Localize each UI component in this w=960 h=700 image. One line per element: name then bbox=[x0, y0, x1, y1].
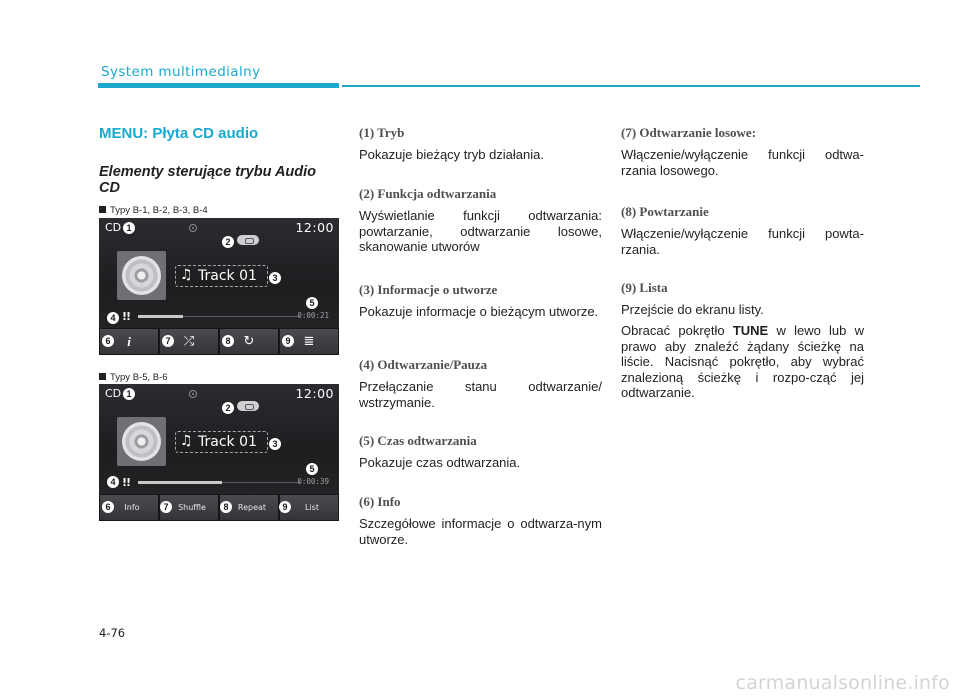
track-info bbox=[175, 265, 268, 287]
callout-7: 7 bbox=[162, 335, 174, 347]
section-heading-7: (7) Odtwarzanie losowe: bbox=[621, 125, 757, 140]
elapsed-time: 0:00:21 bbox=[297, 311, 329, 320]
cd-screen-2 bbox=[99, 384, 339, 521]
callout-1: 1 bbox=[123, 388, 135, 400]
section-heading-2: (2) Funkcja odtwarzania bbox=[359, 186, 497, 201]
album-art bbox=[117, 417, 166, 466]
callout-3: 3 bbox=[269, 438, 281, 450]
music-note-icon: ♫ bbox=[180, 267, 193, 283]
tune-text-post: w lewo lub w prawo aby znaleźć żądany ścieżkę na liście. Nacisnąć pokrętło, aby wybrać znalezioną ścieżkę i rozpo-cząć jej odtwarzanie. bbox=[621, 323, 865, 400]
section-body-9: Przejście do ekranu listy. bbox=[621, 302, 764, 317]
header-rule-thick bbox=[98, 83, 339, 88]
track-title: Track 01 bbox=[198, 268, 257, 284]
controls-subtitle: Elementy sterujące trybu Audio CD bbox=[99, 164, 317, 196]
callout-5: 5 bbox=[306, 463, 318, 475]
section-body-4: Przełączanie stanu odtwarzanie/ wstrzymanie. bbox=[359, 379, 602, 410]
section-body-6: Szczegółowe informacje o odtwarza-nym utworze. bbox=[359, 516, 602, 547]
section-body-7: Włączenie/wyłączenie funkcji odtwa-rzania losowego. bbox=[621, 147, 864, 178]
type-label-text: Typy B-1, B-2, B-3, B-4 bbox=[110, 205, 208, 216]
square-bullet-icon bbox=[99, 206, 106, 213]
disc-icon bbox=[122, 422, 161, 461]
progress-bar[interactable] bbox=[138, 482, 300, 483]
album-art bbox=[117, 251, 166, 300]
callout-8: 8 bbox=[220, 501, 232, 513]
mode-label: CD bbox=[105, 387, 122, 400]
callout-8: 8 bbox=[222, 335, 234, 347]
track-title: Track 01 bbox=[198, 434, 257, 450]
repeat-icon: ↻ bbox=[243, 334, 255, 349]
progress-fill bbox=[138, 315, 183, 318]
section-title: System multimedialny bbox=[101, 64, 261, 80]
mode-label: CD bbox=[105, 221, 122, 234]
shuffle-label: Shuffle bbox=[178, 503, 206, 512]
section-heading-1: (1) Tryb bbox=[359, 125, 405, 140]
callout-6: 6 bbox=[102, 501, 114, 513]
button-row bbox=[99, 494, 339, 521]
section-body-5: Pokazuje czas odtwarzania. bbox=[359, 455, 521, 470]
square-bullet-icon bbox=[99, 373, 106, 380]
section-body-9-tune bbox=[621, 323, 864, 401]
tune-knob-label: TUNE bbox=[732, 323, 769, 338]
callout-7: 7 bbox=[160, 501, 172, 513]
callout-3: 3 bbox=[269, 272, 281, 284]
callout-4: 4 bbox=[107, 312, 119, 324]
page-number: 4-76 bbox=[99, 626, 126, 640]
repeat-status-icon bbox=[237, 401, 259, 411]
list-label: List bbox=[305, 503, 319, 512]
shuffle-icon: ⤮ bbox=[183, 334, 195, 349]
section-heading-3: (3) Informacje o utworze bbox=[359, 282, 498, 297]
track-info bbox=[175, 431, 268, 453]
progress-fill bbox=[138, 481, 222, 484]
type-label-2 bbox=[99, 372, 168, 383]
repeat-status-icon bbox=[237, 235, 259, 245]
section-heading-8: (8) Powtarzanie bbox=[621, 204, 709, 219]
section-heading-4: (4) Odtwarzanie/Pauza bbox=[359, 357, 488, 372]
section-body-1: Pokazuje bieżący tryb działania. bbox=[359, 147, 544, 162]
section-body-2: Wyświetlanie funkcji odtwarzania: powtarzanie, odtwarzanie losowe, skanowanie utworów bbox=[359, 208, 602, 254]
callout-4: 4 bbox=[107, 476, 119, 488]
callout-9: 9 bbox=[282, 335, 294, 347]
section-body-3: Pokazuje informacje o bieżącym utworze. bbox=[359, 304, 599, 319]
info-label: Info bbox=[124, 503, 140, 512]
target-icon bbox=[189, 390, 197, 398]
disc-icon bbox=[122, 256, 161, 295]
section-body-8: Włączenie/wyłączenie funkcji powta-rzania. bbox=[621, 226, 864, 257]
header-rule-thin bbox=[342, 85, 920, 87]
cd-screen-1 bbox=[99, 218, 339, 355]
callout-5: 5 bbox=[306, 297, 318, 309]
type-label-text: Typy B-5, B-6 bbox=[110, 372, 168, 383]
watermark: carmanualsonline.info bbox=[735, 672, 950, 694]
repeat-label: Repeat bbox=[237, 503, 267, 512]
callout-9: 9 bbox=[279, 501, 291, 513]
play-pause-button[interactable]: !! bbox=[122, 476, 131, 489]
music-note-icon: ♫ bbox=[180, 433, 193, 449]
info-icon: i bbox=[127, 333, 131, 349]
menu-title: MENU: Płyta CD audio bbox=[99, 125, 259, 142]
section-heading-6: (6) Info bbox=[359, 494, 401, 509]
callout-2: 2 bbox=[222, 402, 234, 414]
callout-2: 2 bbox=[222, 236, 234, 248]
list-icon: ≣ bbox=[303, 334, 315, 349]
elapsed-time: 0:00:39 bbox=[297, 477, 329, 486]
tune-text-pre: Obracać pokrętło bbox=[621, 323, 733, 338]
callout-6: 6 bbox=[102, 335, 114, 347]
progress-bar[interactable] bbox=[138, 316, 300, 317]
clock: 12:00 bbox=[295, 220, 334, 235]
section-heading-5: (5) Czas odtwarzania bbox=[359, 433, 477, 448]
callout-1: 1 bbox=[123, 222, 135, 234]
clock: 12:00 bbox=[295, 386, 334, 401]
button-row bbox=[99, 328, 339, 355]
type-label-1 bbox=[99, 205, 208, 216]
target-icon bbox=[189, 224, 197, 232]
play-pause-button[interactable]: !! bbox=[122, 310, 131, 323]
section-heading-9: (9) Lista bbox=[621, 280, 668, 295]
